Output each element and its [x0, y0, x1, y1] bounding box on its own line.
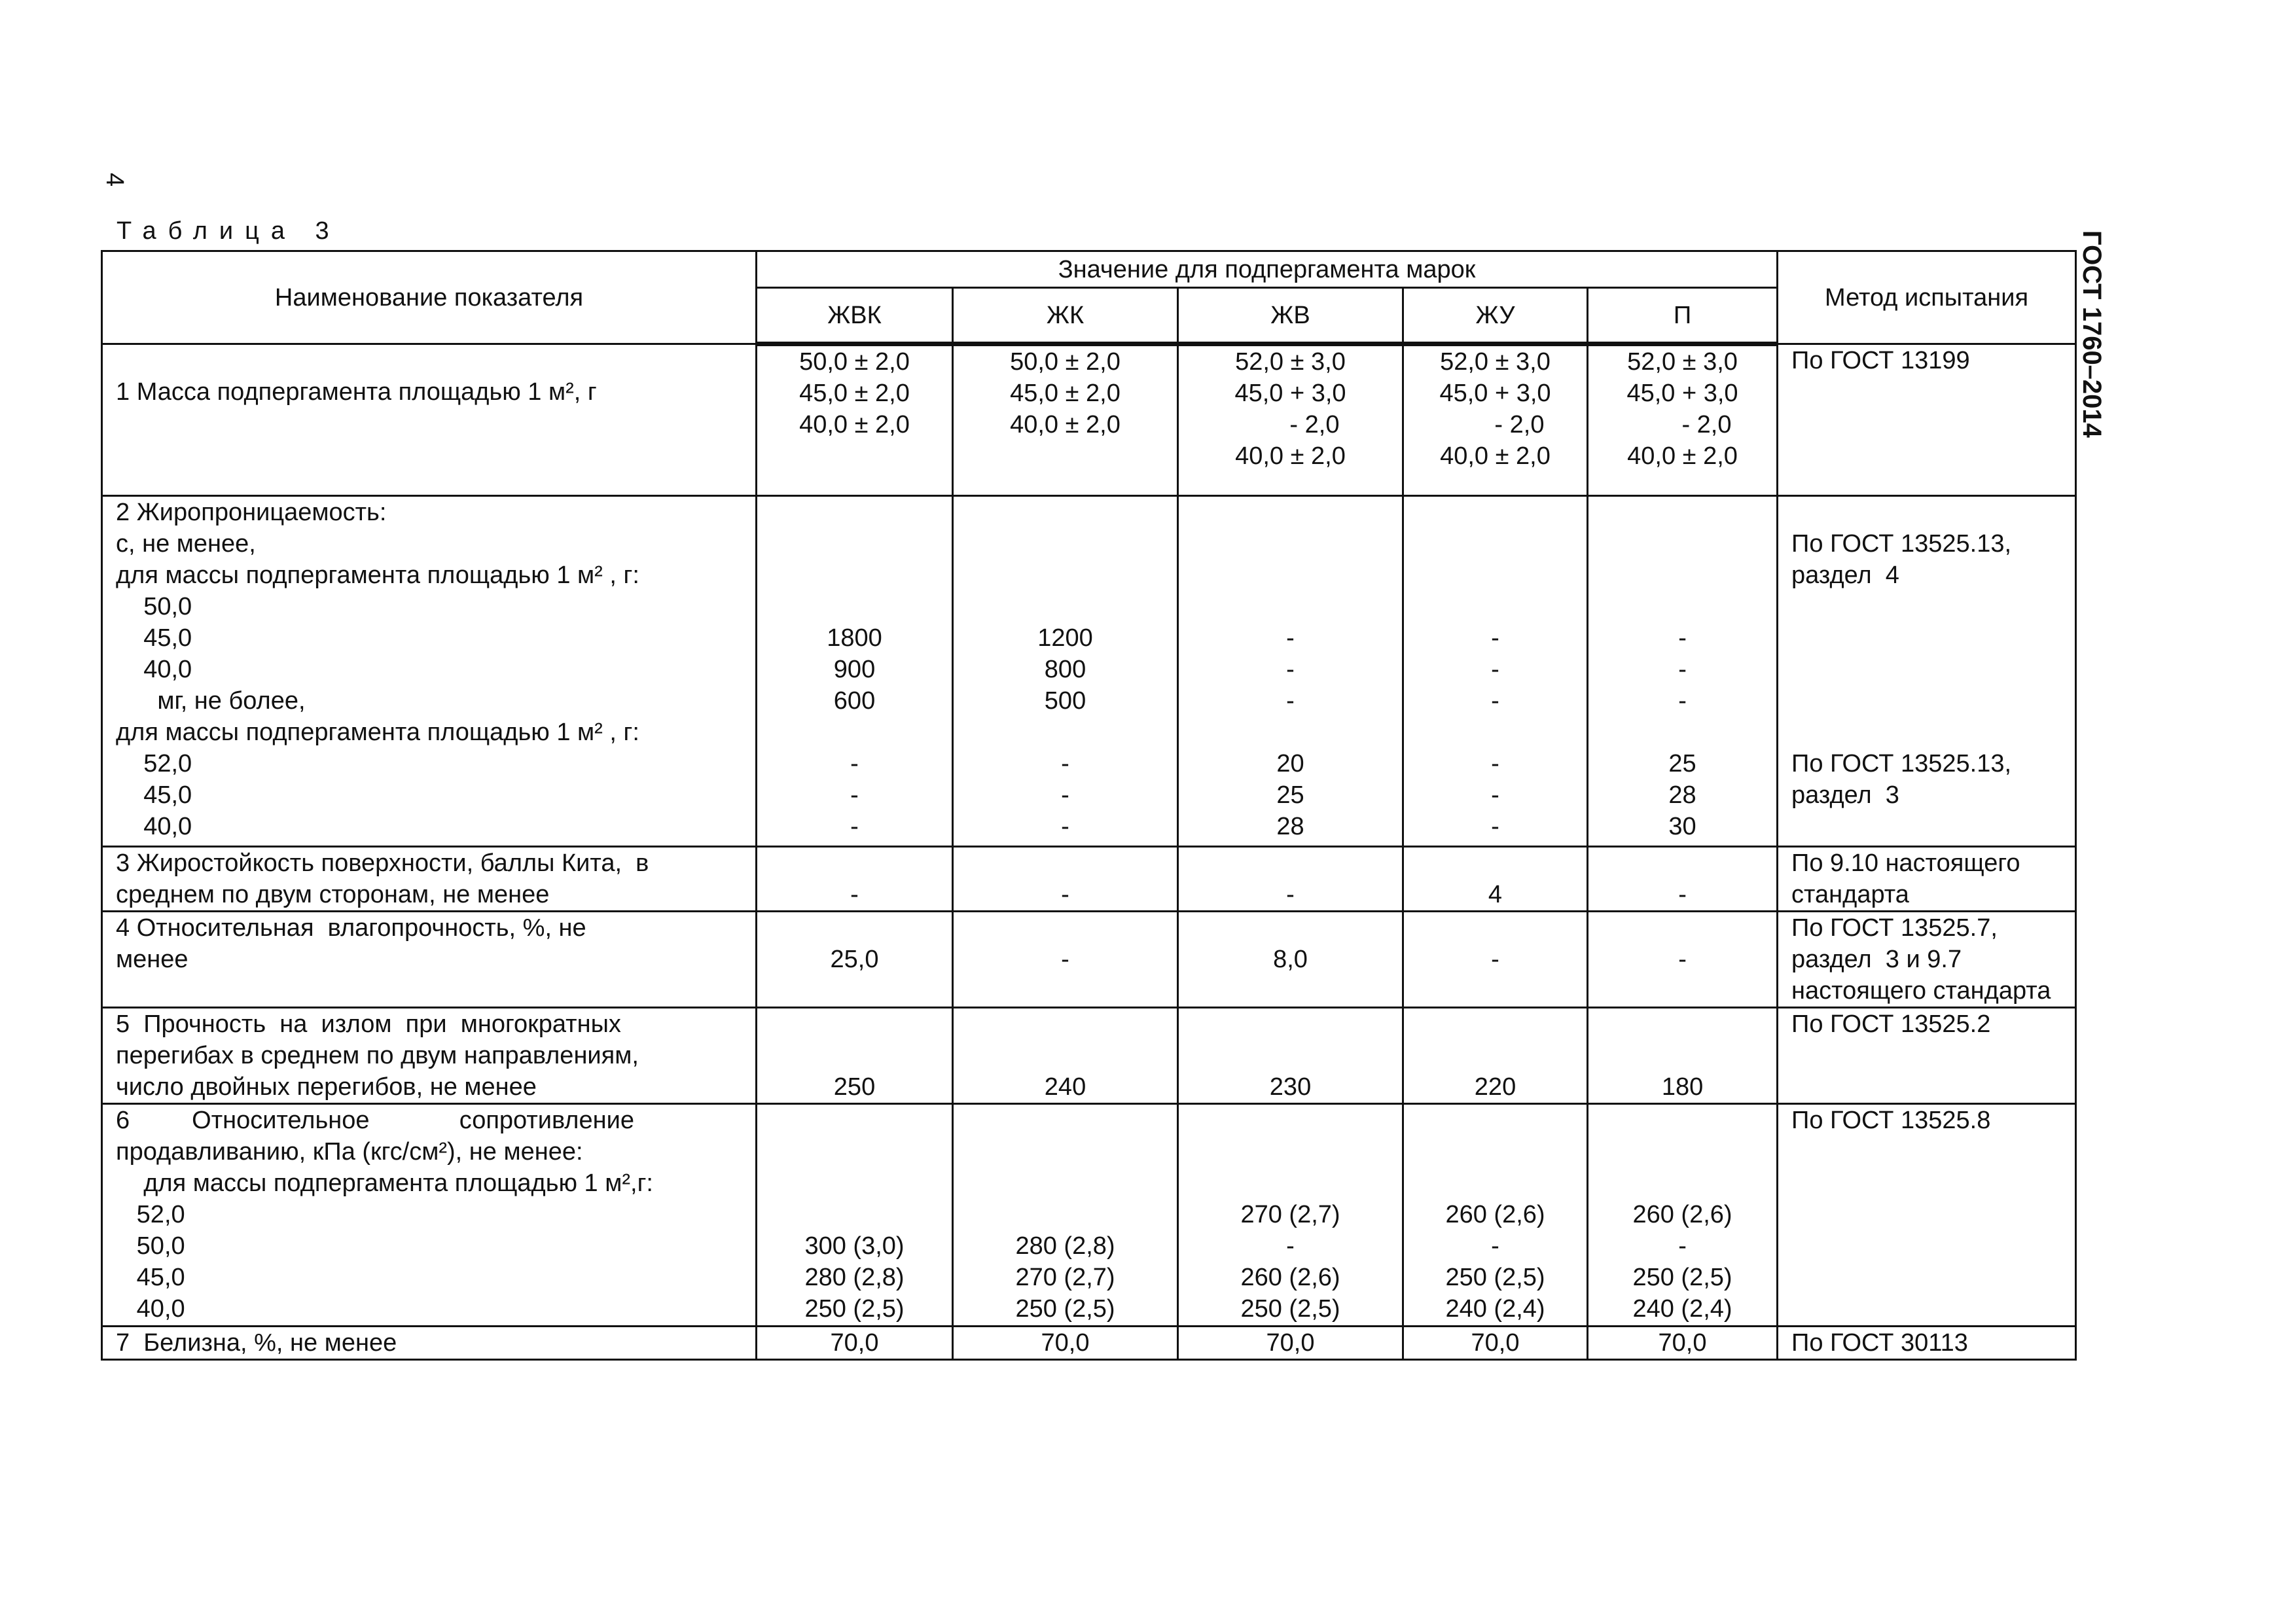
grade-value-cell — [953, 1104, 1178, 1327]
header-test-method: Метод испытания — [1778, 251, 2076, 344]
indicator-name-line: 52,0 — [116, 1201, 185, 1228]
header-grade: П — [1588, 288, 1778, 344]
grade-value: 40,0 ± 2,0 — [1010, 411, 1121, 438]
grade-value: 260 (2,6) — [1632, 1201, 1732, 1228]
grade-value — [770, 1136, 939, 1168]
grade-value — [1602, 560, 1763, 591]
grade-value — [967, 1008, 1164, 1040]
indicator-name-line: продавливанию, кПа (кгс/см²), не менее: — [116, 1138, 583, 1166]
grade-value — [1192, 847, 1389, 879]
indicator-name-line: 45,0 — [116, 1264, 185, 1291]
grade-value-cell — [757, 344, 953, 496]
grade-value: 8,0 — [1273, 946, 1308, 973]
table-row — [102, 1104, 2076, 1327]
grade-value: - — [1491, 813, 1499, 840]
indicator-name-line: 4 Относительная влагопрочность, %, не — [116, 914, 586, 942]
grade-value: 250 (2,5) — [804, 1295, 905, 1323]
header-grade: ЖВ — [1178, 288, 1403, 344]
indicator-name-cell — [102, 1008, 757, 1104]
grade-value: 250 (2,5) — [1240, 1295, 1340, 1323]
grade-value — [967, 528, 1164, 560]
grade-value: 70,0 — [830, 1329, 879, 1357]
indicator-name-line: 45,0 — [116, 624, 192, 652]
grade-value: - — [1286, 1232, 1295, 1260]
header-grade: ЖУ — [1403, 288, 1588, 344]
grade-value: 800 — [1044, 656, 1086, 683]
indicator-name-line: для массы подпергамента площадью 1 м² , г: — [116, 562, 639, 589]
grade-value: 1800 — [827, 624, 882, 652]
grade-value: 40,0 ± 2,0 — [1235, 442, 1346, 470]
test-method-line — [1791, 497, 2062, 528]
test-method-line — [1791, 717, 2062, 748]
grade-value — [1192, 591, 1389, 622]
header-grade: ЖВК — [757, 288, 953, 344]
grade-value-cell — [757, 1008, 953, 1104]
test-method-line: По ГОСТ 13525.7, — [1791, 914, 1998, 942]
grade-value — [1417, 528, 1573, 560]
grade-value — [770, 847, 939, 879]
test-method-cell — [1778, 344, 2076, 496]
grade-value — [1192, 1168, 1389, 1199]
page-number: 4 — [101, 173, 128, 187]
grade-value-cell — [757, 847, 953, 912]
test-method-cell — [1778, 847, 2076, 912]
grade-value — [967, 847, 1164, 879]
grade-value — [1602, 912, 1763, 944]
grade-value: 70,0 — [1041, 1329, 1090, 1357]
indicator-name-cell — [102, 1327, 757, 1360]
grade-value-cell — [1178, 496, 1403, 847]
grade-value — [770, 1199, 939, 1230]
table-row — [102, 496, 2076, 847]
test-method-line — [1791, 408, 2062, 439]
grade-value-cell — [1588, 1008, 1778, 1104]
grade-value-cell — [1403, 344, 1588, 496]
grade-value: 270 (2,7) — [1240, 1201, 1340, 1228]
grade-value: - — [1061, 750, 1069, 777]
grade-value — [1602, 717, 1763, 748]
grade-value: 70,0 — [1658, 1329, 1707, 1357]
test-method-line — [1791, 591, 2062, 622]
indicator-name-line: число двойных перегибов, не менее — [116, 1073, 537, 1101]
indicator-name-line — [116, 439, 742, 471]
grade-value — [1192, 528, 1389, 560]
test-method-line — [1791, 685, 2062, 717]
indicator-name-line: 2 Жиропроницаемость: — [116, 499, 387, 526]
grade-value — [1602, 975, 1763, 1007]
grade-value — [1602, 847, 1763, 879]
grade-value-cell — [1403, 1104, 1588, 1327]
grade-value-cell — [1178, 847, 1403, 912]
grade-value: 40,0 ± 2,0 — [1627, 442, 1738, 470]
grade-value: - — [1491, 624, 1499, 652]
grade-value: - — [1061, 946, 1069, 973]
grade-value-cell — [953, 1008, 1178, 1104]
test-method-cell — [1778, 912, 2076, 1008]
grade-value: 45,0 + 3,0 — [1439, 380, 1551, 407]
grade-value: - — [1491, 1232, 1499, 1260]
grade-value — [1602, 1008, 1763, 1040]
grade-value — [1417, 1008, 1573, 1040]
test-method-line: По ГОСТ 13525.8 — [1791, 1107, 1991, 1134]
grade-value: 180 — [1661, 1073, 1704, 1101]
grade-value: 250 (2,5) — [1445, 1264, 1545, 1291]
indicator-name-line: 40,0 — [116, 656, 192, 683]
grade-value — [967, 717, 1164, 748]
indicator-name-line: с, не менее, — [116, 530, 256, 558]
indicator-name-cell — [102, 912, 757, 1008]
indicator-name-line: мг, не более, — [116, 687, 306, 715]
grade-value — [967, 591, 1164, 622]
indicator-name-line: 50,0 — [116, 1232, 185, 1260]
indicator-name-line: 45,0 — [116, 781, 192, 809]
grade-value — [770, 560, 939, 591]
grade-value: 40,0 ± 2,0 — [799, 411, 910, 438]
grade-value: - — [850, 750, 859, 777]
table-row — [102, 1327, 2076, 1360]
test-method-line — [1791, 1199, 2062, 1230]
grade-value — [770, 591, 939, 622]
grade-value: 270 (2,7) — [1015, 1264, 1115, 1291]
test-method-line: стандарта — [1791, 881, 1909, 908]
grade-value-cell — [1178, 1327, 1403, 1360]
grade-value: - — [1491, 946, 1499, 973]
grade-value — [1192, 975, 1389, 1007]
test-method-line — [1791, 1136, 2062, 1168]
grade-value: - — [1678, 881, 1687, 908]
grade-value: 45,0 + 3,0 — [1234, 380, 1346, 407]
indicator-name-line: 50,0 — [116, 593, 192, 620]
test-method-line: По ГОСТ 13525.13, — [1791, 530, 2012, 558]
grade-value — [1602, 1136, 1763, 1168]
test-method-line: настоящего стандарта — [1791, 977, 2051, 1005]
indicator-name-line: 40,0 — [116, 1295, 185, 1323]
grade-value: - — [1286, 687, 1295, 715]
grade-value — [1417, 1040, 1573, 1071]
indicator-name-line: для массы подпергамента площадью 1 м²,г: — [116, 1169, 653, 1197]
grade-value — [1192, 560, 1389, 591]
grade-value — [967, 1199, 1164, 1230]
grade-value: 28 — [1668, 781, 1696, 809]
test-method-cell — [1778, 496, 2076, 847]
grade-value: 20 — [1276, 750, 1304, 777]
grade-value: 52,0 ± 3,0 — [1627, 348, 1738, 376]
indicator-name-line: 7 Белизна, %, не менее — [116, 1329, 397, 1357]
test-method-line — [1791, 1071, 2062, 1103]
indicator-name-line: 5 Прочность на излом при многократных — [116, 1010, 621, 1038]
indicator-name-line: 40,0 — [116, 813, 192, 840]
grade-value: - — [850, 881, 859, 908]
grade-value — [1417, 591, 1573, 622]
grade-value-cell — [1588, 1104, 1778, 1327]
grade-value — [770, 912, 939, 944]
grade-value-cell — [757, 496, 953, 847]
properties-table — [101, 250, 2077, 1361]
indicator-name-cell — [102, 496, 757, 847]
test-method-line — [1791, 1168, 2062, 1199]
grade-value — [770, 1168, 939, 1199]
grade-value: 50,0 ± 2,0 — [799, 348, 910, 376]
indicator-name-line — [116, 345, 742, 376]
grade-value-cell — [953, 1327, 1178, 1360]
test-method-cell — [1778, 1104, 2076, 1327]
grade-value: - — [1286, 624, 1295, 652]
grade-value-cell — [1588, 847, 1778, 912]
grade-value — [1192, 497, 1389, 528]
grade-value — [967, 1136, 1164, 1168]
grade-value-cell — [1403, 847, 1588, 912]
grade-value-cell — [757, 912, 953, 1008]
test-method-cell — [1778, 1327, 2076, 1360]
grade-value: 500 — [1044, 687, 1086, 715]
indicator-name-line: для массы подпергамента площадью 1 м² , г: — [116, 719, 639, 746]
grade-value: 250 — [833, 1073, 876, 1101]
grade-value: - — [1061, 881, 1069, 908]
grade-value — [770, 528, 939, 560]
grade-value-cell — [1403, 1327, 1588, 1360]
grade-value-cell — [1178, 1104, 1403, 1327]
grade-value-cell — [953, 847, 1178, 912]
grade-value: - — [1491, 656, 1499, 683]
grade-value: 240 (2,4) — [1632, 1295, 1732, 1323]
grade-value: - — [850, 813, 859, 840]
grade-value: - — [1678, 624, 1687, 652]
grade-value: 250 (2,5) — [1015, 1295, 1115, 1323]
grade-value — [967, 912, 1164, 944]
grade-value: - 2,0 — [1633, 411, 1732, 438]
grade-value-cell — [1403, 1008, 1588, 1104]
test-method-line — [1791, 439, 2062, 471]
grade-value — [967, 1040, 1164, 1071]
header-grade: ЖК — [953, 288, 1178, 344]
grade-value-cell — [757, 1104, 953, 1327]
grade-value: 280 (2,8) — [1015, 1232, 1115, 1260]
indicator-name-line: 1 Масса подпергамента площадью 1 м², г — [116, 378, 597, 406]
grade-value-cell — [1178, 1008, 1403, 1104]
grade-value: 900 — [833, 656, 876, 683]
grade-value — [1417, 497, 1573, 528]
grade-value — [770, 717, 939, 748]
indicator-name-line: перегибах в среднем по двум направлениям, — [116, 1042, 639, 1069]
test-method-line — [1791, 622, 2062, 654]
test-method-cell — [1778, 1008, 2076, 1104]
grade-value: 25 — [1668, 750, 1696, 777]
grade-value — [1417, 1105, 1573, 1136]
grade-value — [967, 440, 1164, 472]
grade-value-cell — [1178, 344, 1403, 496]
test-method-line: раздел 3 — [1791, 781, 1899, 809]
test-method-line — [1791, 811, 2062, 842]
table-row — [102, 1008, 2076, 1104]
grade-value: - 2,0 — [1446, 411, 1545, 438]
grade-value — [1192, 1136, 1389, 1168]
grade-value — [1602, 1168, 1763, 1199]
indicator-name-line: среднем по двум сторонам, не менее — [116, 881, 550, 908]
grade-value-cell — [1588, 496, 1778, 847]
grade-value: 250 (2,5) — [1632, 1264, 1732, 1291]
grade-value: 50,0 ± 2,0 — [1010, 348, 1121, 376]
grade-value — [1192, 1008, 1389, 1040]
grade-value: 25 — [1276, 781, 1304, 809]
test-method-line: По 9.10 настоящего — [1791, 849, 2020, 877]
grade-value-cell — [1403, 496, 1588, 847]
grade-value-cell — [757, 1327, 953, 1360]
grade-value-cell — [953, 344, 1178, 496]
document-side-title: ГОСТ 1760–2014 — [2077, 230, 2106, 438]
grade-value-cell — [953, 912, 1178, 1008]
grade-value-cell — [1588, 912, 1778, 1008]
grade-value: 25,0 — [830, 946, 879, 973]
grade-value: 1200 — [1037, 624, 1093, 652]
grade-value-cell — [1178, 912, 1403, 1008]
grade-value: 260 (2,6) — [1240, 1264, 1340, 1291]
grade-value: 40,0 ± 2,0 — [1440, 442, 1551, 470]
grade-value-cell — [1588, 344, 1778, 496]
grade-value: - — [1678, 687, 1687, 715]
grade-value — [1602, 1040, 1763, 1071]
header-indicator-name: Наименование показателя — [102, 251, 757, 344]
indicator-name-cell — [102, 1104, 757, 1327]
grade-value — [1192, 717, 1389, 748]
table-row — [102, 847, 2076, 912]
grade-value: - 2,0 — [1241, 411, 1340, 438]
grade-value-cell — [1588, 1327, 1778, 1360]
grade-value — [967, 497, 1164, 528]
grade-value — [1192, 1105, 1389, 1136]
grade-value: 45,0 ± 2,0 — [799, 380, 910, 407]
table-row — [102, 344, 2076, 496]
grade-value: 45,0 + 3,0 — [1626, 380, 1738, 407]
test-method-line: раздел 3 и 9.7 — [1791, 946, 1962, 973]
test-method-line: По ГОСТ 13525.13, — [1791, 750, 2012, 777]
grade-value: 220 — [1474, 1073, 1516, 1101]
indicator-name-cell — [102, 847, 757, 912]
indicator-name-cell — [102, 344, 757, 496]
grade-value — [770, 440, 939, 472]
grade-value — [1417, 975, 1573, 1007]
grade-value — [1192, 1040, 1389, 1071]
table-body — [102, 344, 2076, 1360]
grade-value — [1417, 1168, 1573, 1199]
test-method-line — [1791, 1230, 2062, 1262]
test-method-line — [1791, 1040, 2062, 1071]
grade-value — [967, 1105, 1164, 1136]
grade-value — [1417, 912, 1573, 944]
grade-value: 70,0 — [1266, 1329, 1315, 1357]
grade-value: 70,0 — [1471, 1329, 1520, 1357]
header-grades-group: Значение для подпергамента марок — [757, 251, 1778, 288]
grade-value — [1192, 912, 1389, 944]
grade-value: 600 — [833, 687, 876, 715]
test-method-line: раздел 4 — [1791, 562, 1899, 589]
grade-value: 230 — [1269, 1073, 1312, 1101]
grade-value: - — [1678, 656, 1687, 683]
grade-value: - — [1061, 781, 1069, 809]
grade-value — [967, 975, 1164, 1007]
grade-value — [770, 1040, 939, 1071]
grade-value: - — [1678, 1232, 1687, 1260]
grade-value: 28 — [1276, 813, 1304, 840]
grade-value — [1602, 528, 1763, 560]
test-method-line — [1791, 376, 2062, 408]
grade-value: - — [850, 781, 859, 809]
grade-value: 52,0 ± 3,0 — [1235, 348, 1346, 376]
grade-value — [1417, 1136, 1573, 1168]
grade-value: 4 — [1488, 881, 1503, 908]
grade-value — [770, 975, 939, 1007]
test-method-line: По ГОСТ 13199 — [1791, 347, 1970, 374]
grade-value: - — [1491, 750, 1499, 777]
grade-value — [770, 1008, 939, 1040]
grade-value — [967, 1168, 1164, 1199]
grade-value: 45,0 ± 2,0 — [1010, 380, 1121, 407]
grade-value: - — [1286, 656, 1295, 683]
test-method-line: По ГОСТ 13525.2 — [1791, 1010, 1991, 1038]
indicator-name-line — [116, 975, 742, 1007]
table-caption: Таблица 3 — [117, 217, 341, 245]
grade-value: 240 — [1044, 1073, 1086, 1101]
grade-value — [1417, 847, 1573, 879]
grade-value — [770, 1105, 939, 1136]
test-method-line — [1791, 1293, 2062, 1325]
table-row — [102, 912, 2076, 1008]
test-method-line: По ГОСТ 30113 — [1791, 1329, 1968, 1357]
indicator-name-line: 52,0 — [116, 750, 192, 777]
grade-value: - — [1061, 813, 1069, 840]
grade-value: 260 (2,6) — [1445, 1201, 1545, 1228]
grade-value: 280 (2,8) — [804, 1264, 905, 1291]
grade-value: 30 — [1668, 813, 1696, 840]
grade-value: - — [1491, 687, 1499, 715]
grade-value: 240 (2,4) — [1445, 1295, 1545, 1323]
grade-value — [770, 497, 939, 528]
grade-value: 300 (3,0) — [804, 1232, 905, 1260]
grade-value — [1602, 591, 1763, 622]
test-method-line — [1791, 654, 2062, 685]
grade-value: 52,0 ± 3,0 — [1440, 348, 1551, 376]
test-method-line — [1791, 1262, 2062, 1293]
grade-value-cell — [953, 496, 1178, 847]
grade-value — [1602, 1105, 1763, 1136]
indicator-name-line — [116, 408, 742, 439]
grade-value — [1417, 717, 1573, 748]
indicator-name-line: 6 Относительное сопротивление — [116, 1107, 634, 1134]
grade-value-cell — [1403, 912, 1588, 1008]
indicator-name-line: 3 Жиростойкость поверхности, баллы Кита, в — [116, 849, 649, 877]
grade-value: - — [1491, 781, 1499, 809]
grade-value — [967, 560, 1164, 591]
grade-value: - — [1678, 946, 1687, 973]
grade-value — [1417, 560, 1573, 591]
grade-value: - — [1286, 881, 1295, 908]
grade-value — [1602, 497, 1763, 528]
indicator-name-line: менее — [116, 946, 188, 973]
